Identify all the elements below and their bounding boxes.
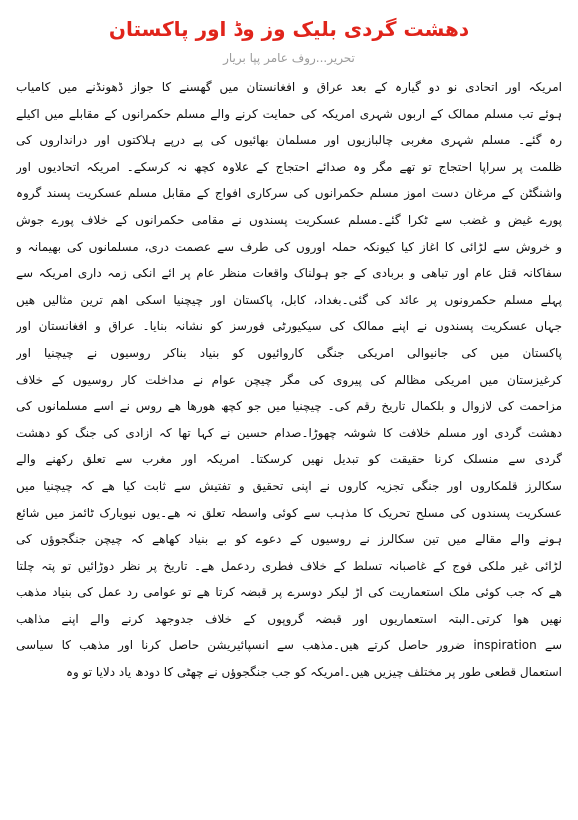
body-line: واشنگٹن کے مرغان دست اموز مسلم حکمرانوں کی سرکاری افواج کے مقابل مسلم عسکریت پسند گروہ xyxy=(16,186,562,201)
body-line: عسکریت پسندوں کی مسلح تحریک کا مذہب سے کوئی واسطہ تعلق نہ ھے۔یوں نیویارک ٹائمز میں شائع xyxy=(16,505,562,520)
body-line: گردی سے منسلک کرنا حقیقت کو تبدیل نھیں کرسکتا۔ امریکہ اور مغرب سے تعلق رکھنے والے xyxy=(16,452,562,467)
article-byline: تحریر...روف عامر پپا بریار xyxy=(223,51,355,65)
body-line: سے inspiration ضرور حاصل کرتے ھیں۔مذھب سے انسپائیریشن حاصل کرنا اور مذھب کا سیاسی xyxy=(16,638,562,653)
body-line: ھے کہ جب کوئی ملک استعماریت کی اڑ لیکر دوسرے پر قبضہ کرتا ھے تو عوامی رد عمل کی بنیاد مذھب xyxy=(16,585,562,600)
body-line: امریکہ اور اتحادی نو دو گیارہ کے بعد عراق و افغانستان میں گھسنے کا جواز ڈھونڈنے میں کامیاب xyxy=(16,80,562,94)
body-line: پاکستان میں کی جانیوالی امریکی جنگی کاروائیوں کو بنیاد بناکر روسیوں نے چیچنیا اور xyxy=(16,345,562,360)
article-title: دھشت گردی بلیک وز وڈ اور پاکستان xyxy=(108,17,470,41)
body-line: جہاں عسکریت پسندوں نے اپنے ممالک کی سیکیورٹی فورسز کو نشانہ بنایا۔ عراق و افغانستان اور xyxy=(16,319,562,334)
body-line: ہوئے تب مسلم ممالک کے اربوں شہری امریکہ کی حمایت کرنے والے مسلم حکمرانوں کے مقابلے میں اکیلے xyxy=(16,106,562,121)
body-line: پورے غیض و غضب سے ٹکرا گئے۔مسلم عسکریت پسندوں نے مقامی حکمرانوں کے خلاف پورے جوش xyxy=(16,212,562,227)
body-line: رہ گئے۔ مسلم شہری مغربی چالبازیوں اور مسلمان بھائیوں کی پے درپے ہلاکتوں اور درانداروں کی xyxy=(16,133,562,148)
body-line: ظلمت پر سراپا احتجاج تو تھے مگر وہ صدائے احتجاج کے علاوہ کچھ نہ کرسکے۔ امریکہ اتحادیوں اور xyxy=(16,159,562,174)
body-line: پہلے مسلم حکمرونوں پر عائد کی گئی۔بغداد، کابل، پاکستان اور چیچنیا اسکی اھم ترین مثالیں ھیں xyxy=(16,292,562,307)
body-line: ہونے والے مقالے میں تین سکالرز نے روسیوں کے دعوے کو بے بنیاد کھاھے کہ چیچن جنگجوؤں کی xyxy=(16,532,562,547)
body-line: کرغیزستان میں امریکی مظالم کی پیروی کی مگر چیچن عوام نے مداخلت کار روسیوں کے خلاف xyxy=(16,372,562,387)
body-line: نھیں ھوا کرتی۔البتہ استعماریوں اور قبضہ گروپوں کے خلاف جدوجھد کرنے والے اپنے مذاھب xyxy=(16,611,562,626)
body-line: دھشت گردی اور مسلم خلافت کا شوشہ چھوڑا۔صدام حسین نے کہا تھا کہ ازادی کی جنگ کو دھشت xyxy=(16,425,562,440)
body-line: سکالرز قلمکاروں اور جنگی تجزیہ کاروں نے اپنی تحقیق و تفتیش سے ثابت کیا ھے کہ چیچنیا میں xyxy=(16,478,562,493)
body-line: استعمال قطعی طور پر مختلف چیزیں ھیں۔امریکہ کو جب جنگجوؤں نے چھٹی کا دودھ یاد دلایا تو وہ xyxy=(65,665,562,680)
article-body xyxy=(16,74,562,686)
body-line: سفاکانہ قتل عام اور تباھی و بربادی کے جو ہولناک واقعات منظر عام پر ائے انکی زمہ داری امریکہ سے xyxy=(16,266,562,281)
body-line: مزاحمت کی لازوال و بلکمال تاریخ رقم کی۔ چیچنیا میں جو کچھ ھورھا ھے روس نے اسے مسلمانوں کی xyxy=(16,399,562,414)
body-line: و خروش سے لڑائی کا اغاز کیا کیونکہ حملہ اوروں کی طرف سے عصمت دری، مسلمانوں کی بھیمانہ و xyxy=(16,239,562,254)
body-line: لڑائی غیر ملکی فوج کے غاصبانہ تسلط کے خلاف فطری ردعمل ھے۔ تاریخ پر نظر دوڑائیں تو پتہ چلتا xyxy=(16,558,562,573)
